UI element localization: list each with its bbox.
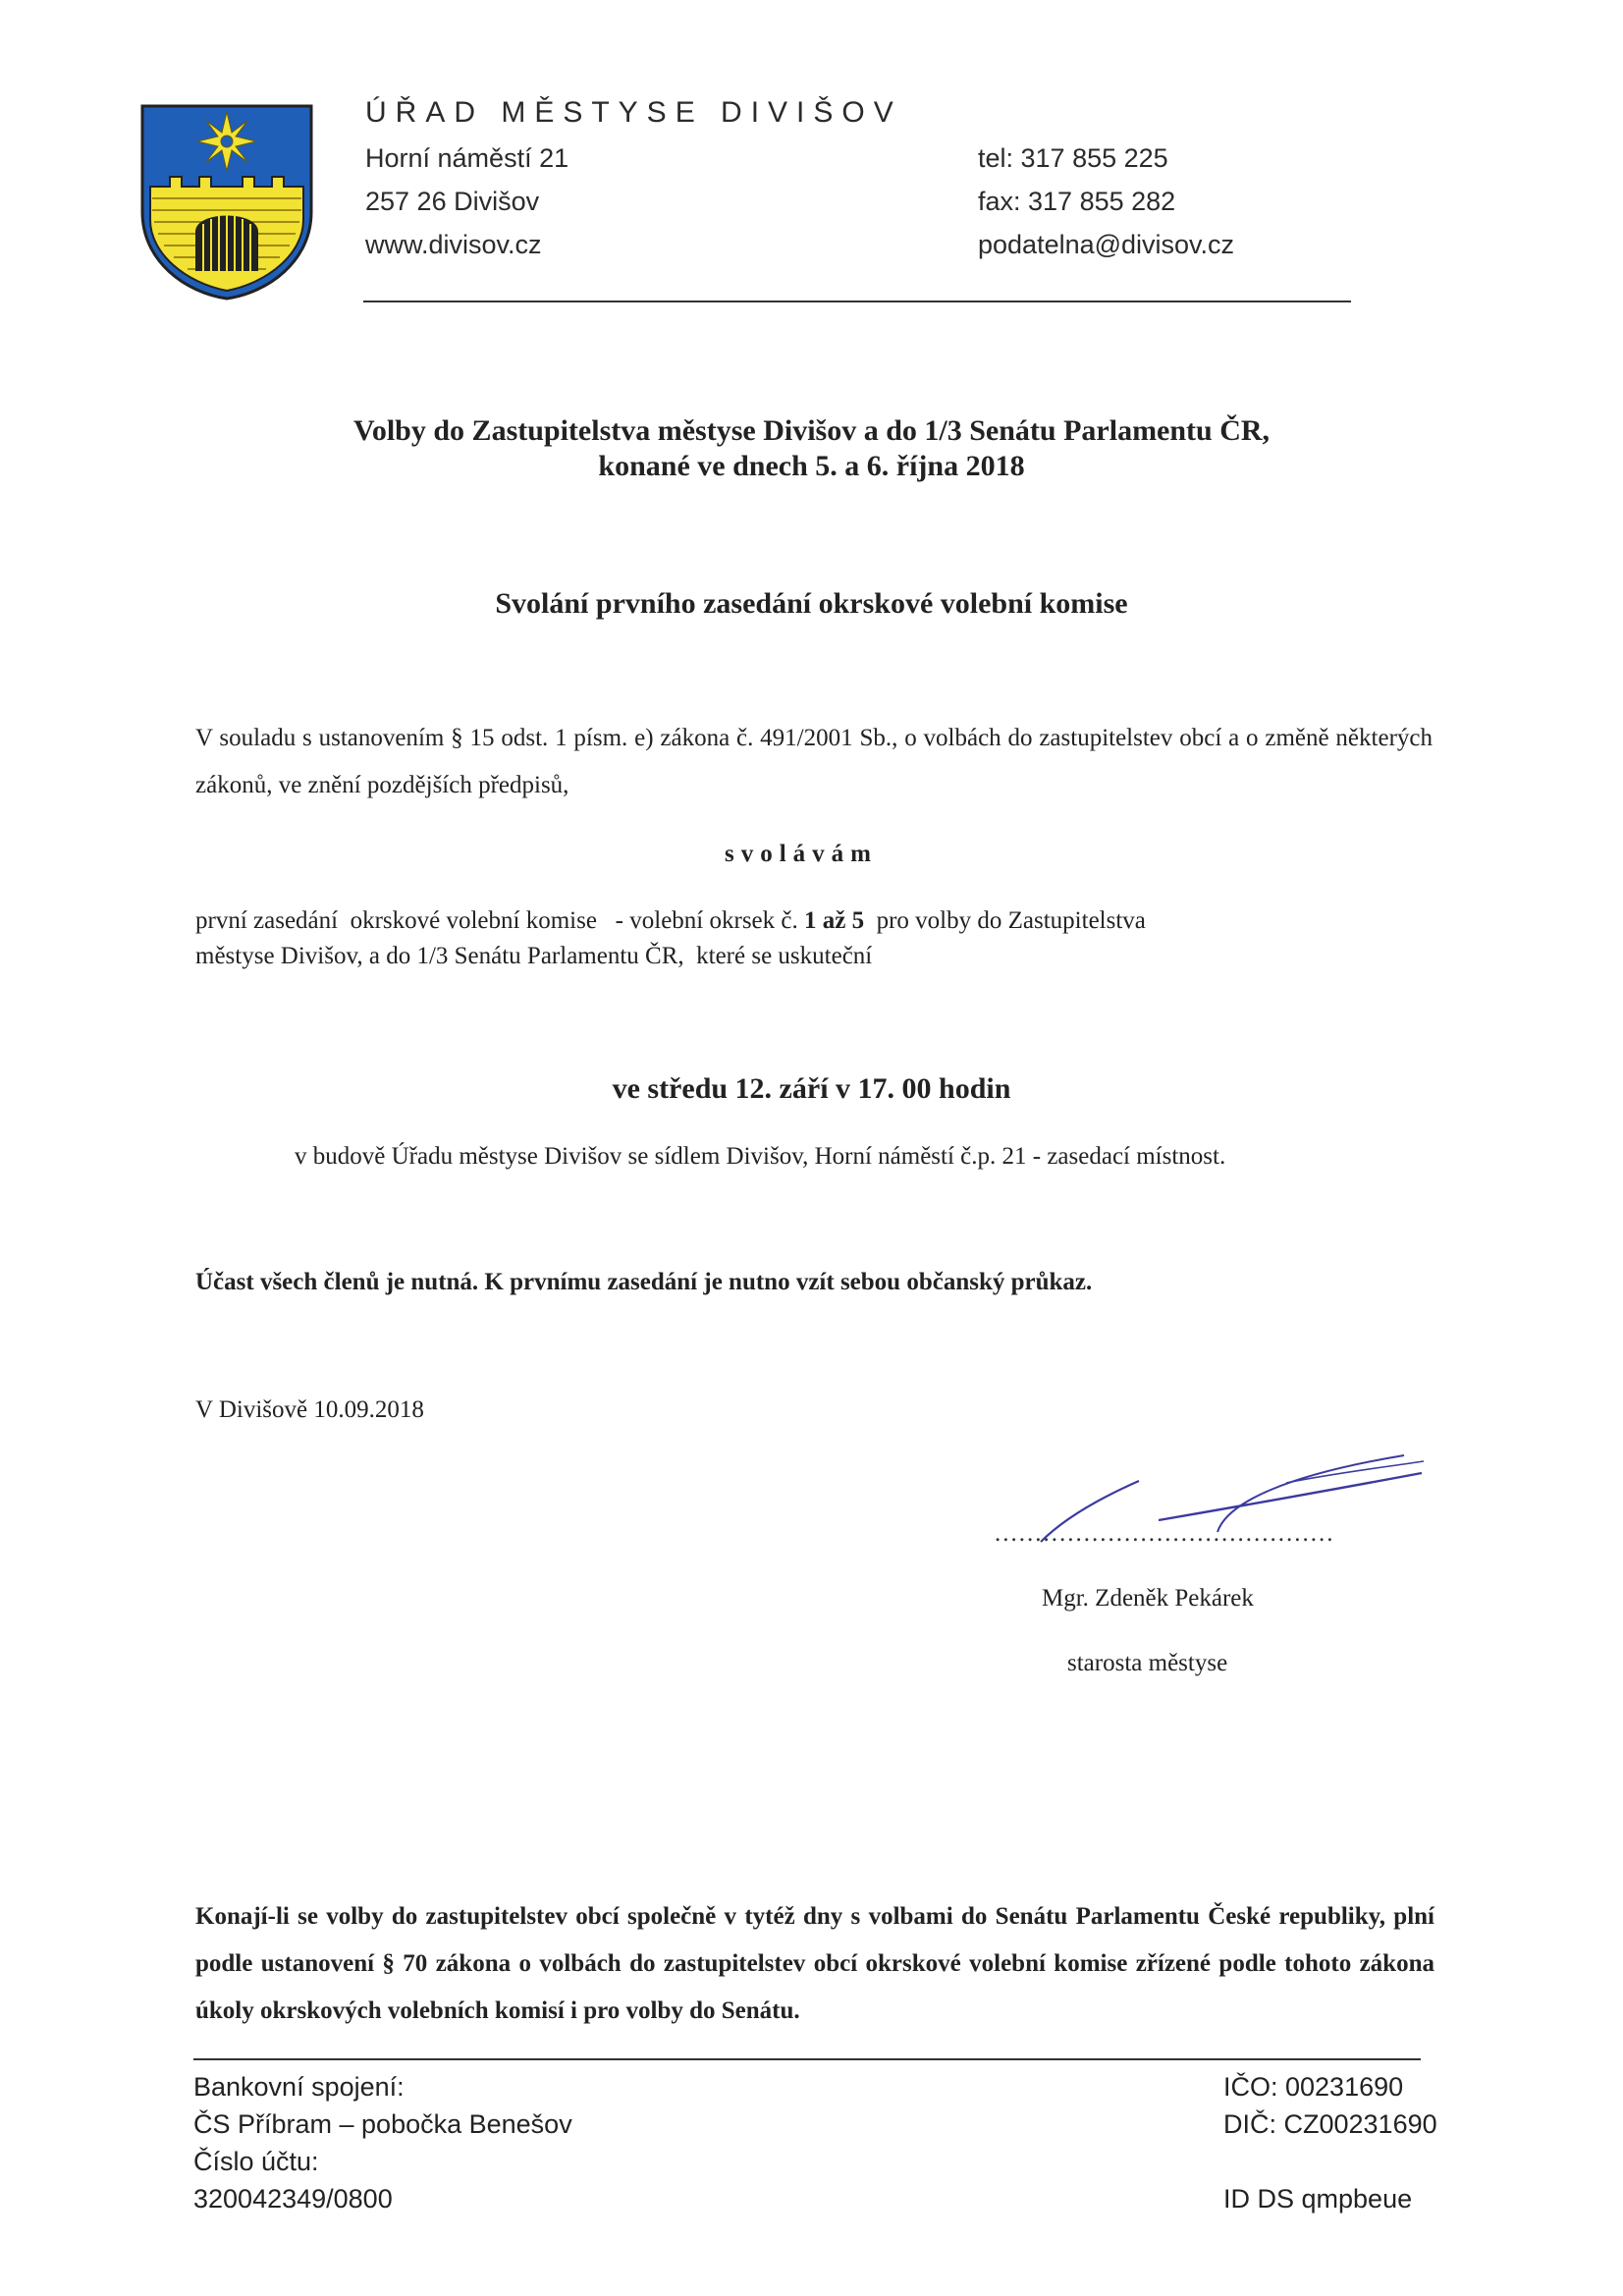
bank-label: Bankovní spojení: xyxy=(193,2072,405,2102)
meeting-text-suffix: pro volby do Zastupitelstva xyxy=(864,907,1146,934)
meeting-location: v budově Úřadu městyse Divišov se sídlem Divišov, Horní náměstí č.p. 21 - zasedací místnost. xyxy=(295,1143,1226,1170)
document-subject: Svolání prvního zasedání okrskové volební komise xyxy=(495,587,1128,620)
election-title-line2: konané ve dnech 5. a 6. října 2018 xyxy=(598,450,1025,482)
meeting-paragraph-line1 xyxy=(195,907,1146,935)
account-label: Číslo účtu: xyxy=(193,2147,319,2176)
website-link[interactable]: www.divisov.cz xyxy=(365,230,542,259)
ico-number: IČO: 00231690 xyxy=(1223,2072,1404,2102)
fax-number: fax: 317 855 282 xyxy=(978,187,1176,216)
district-range: 1 až 5 xyxy=(804,907,865,934)
attendance-notice: Účast všech členů je nutná. K prvnímu zasedání je nutno vzít sebou občanský průkaz. xyxy=(195,1269,1093,1295)
municipal-crest-icon xyxy=(140,104,313,301)
meeting-paragraph-line2: městyse Divišov, a do 1/3 Senátu Parlamentu ČR, které se uskuteční xyxy=(195,943,873,969)
meeting-text-prefix: první zasedání okrskové volební komise - volební okrsek č. xyxy=(195,907,804,934)
legal-basis-paragraph: V souladu s ustanovením § 15 odst. 1 písm. e) zákona č. 491/2001 Sb., o volbách do zastupitelstev obcí a o změně některých zákonů, ve znění pozdějších předpisů, xyxy=(195,725,1433,798)
bank-name: ČS Příbram – pobočka Benešov xyxy=(193,2109,572,2139)
signatory-name: Mgr. Zdeněk Pekárek xyxy=(1042,1585,1254,1612)
phone-number: tel: 317 855 225 xyxy=(978,143,1168,173)
data-box-id: ID DS qmpbeue xyxy=(1223,2184,1413,2214)
senate-elections-note: Konají-li se volby do zastupitelstev obcí společně v tytéž dny s volbami do Senátu Parlamentu České republiky, plní podle ustanovení § 70 zákona o volbách do zastupitelstev obcí okrskové volební komise zřízené podle tohoto zákona úkoly okrskových volebních komisí i pro volby do Senátu. xyxy=(195,1903,1434,2024)
convene-word: svolávám xyxy=(725,841,878,867)
email-link[interactable]: podatelna@divisov.cz xyxy=(978,230,1235,259)
signature-line: .......................................... xyxy=(995,1520,1335,1547)
office-name: ÚŘAD MĚSTYSE DIVIŠOV xyxy=(365,96,902,129)
meeting-datetime: ve středu 12. září v 17. 00 hodin xyxy=(612,1072,1011,1105)
header-divider xyxy=(363,301,1351,302)
election-title-line1: Volby do Zastupitelstva městyse Divišov a do 1/3 Senátu Parlamentu ČR, xyxy=(352,414,1271,447)
address-street: Horní náměstí 21 xyxy=(365,143,569,173)
signatory-role: starosta městyse xyxy=(1067,1650,1228,1676)
address-city: 257 26 Divišov xyxy=(365,187,540,216)
place-and-date: V Divišově 10.09.2018 xyxy=(195,1396,424,1423)
account-number: 320042349/0800 xyxy=(193,2184,393,2214)
dic-number: DIČ: CZ00231690 xyxy=(1223,2109,1437,2139)
footer-divider xyxy=(193,2058,1421,2060)
